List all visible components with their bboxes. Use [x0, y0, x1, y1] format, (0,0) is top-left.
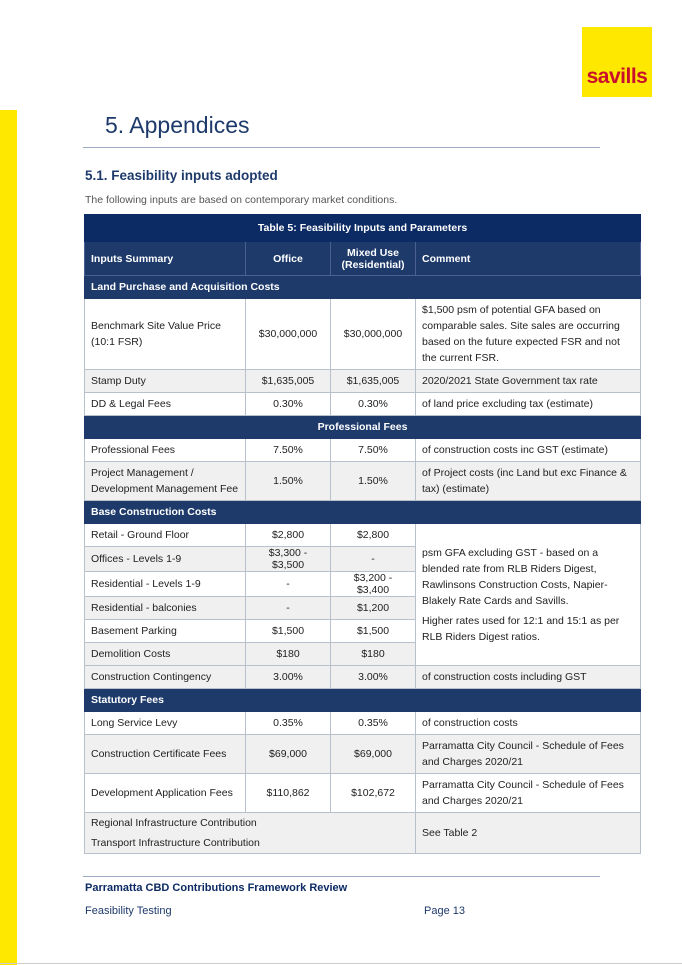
base-comment-1: psm GFA excluding GST - based on a blended rate from RLB Riders Digest, Rawlinsons Construction Costs, Napier-Blakely Rate Cards and Savills.: [422, 546, 608, 607]
row-comment: 2020/2021 State Government tax rate: [416, 370, 641, 393]
infra-labels: [85, 813, 416, 854]
intro-text: The following inputs are based on contemporary market conditions.: [85, 194, 398, 206]
table-row: [85, 735, 641, 774]
row-label: DD & Legal Fees: [85, 393, 246, 416]
table-row: [85, 462, 641, 501]
row-label: Development Application Fees: [85, 774, 246, 813]
row-comment: of land price excluding tax (estimate): [416, 393, 641, 416]
transport-infra-label: Transport Infrastructure Contribution: [91, 837, 260, 849]
col-header-mixed-use: Mixed Use (Residential): [331, 242, 416, 276]
row-mixed: $1,500: [331, 620, 416, 643]
row-label: Construction Certificate Fees: [85, 735, 246, 774]
row-label: Offices - Levels 1-9: [85, 547, 246, 572]
row-comment: Parramatta City Council - Schedule of Fees and Charges 2020/21: [416, 774, 641, 813]
row-mixed: 0.30%: [331, 393, 416, 416]
base-construction-comment: [416, 524, 641, 666]
row-label: Benchmark Site Value Price (10:1 FSR): [85, 299, 246, 370]
row-office: $69,000: [246, 735, 331, 774]
row-office: 3.00%: [246, 666, 331, 689]
row-label: Demolition Costs: [85, 643, 246, 666]
table-row: [85, 370, 641, 393]
row-mixed: $2,800: [331, 524, 416, 547]
section-row-base-construction: Base Construction Costs: [85, 501, 641, 524]
row-office: $180: [246, 643, 331, 666]
row-label: Construction Contingency: [85, 666, 246, 689]
table-row: [85, 712, 641, 735]
row-comment: of construction costs including GST: [416, 666, 641, 689]
row-comment: of Project costs (inc Land but exc Finance & tax) (estimate): [416, 462, 641, 501]
row-mixed: $102,672: [331, 774, 416, 813]
page-heading: 5. Appendices: [105, 112, 250, 138]
footer-title: Parramatta CBD Contributions Framework Review: [85, 882, 348, 894]
col-header-inputs: Inputs Summary: [85, 242, 246, 276]
row-mixed: $1,635,005: [331, 370, 416, 393]
row-label: Stamp Duty: [85, 370, 246, 393]
table-row: [85, 524, 641, 547]
row-office: $30,000,000: [246, 299, 331, 370]
row-office: 7.50%: [246, 439, 331, 462]
row-label: Professional Fees: [85, 439, 246, 462]
row-label: Basement Parking: [85, 620, 246, 643]
row-mixed: $3,200 - $3,400: [331, 572, 416, 597]
row-office: -: [246, 572, 331, 597]
row-comment: Parramatta City Council - Schedule of Fees and Charges 2020/21: [416, 735, 641, 774]
row-office: $2,800: [246, 524, 331, 547]
row-mixed: 3.00%: [331, 666, 416, 689]
row-office: $3,300 - $3,500: [246, 547, 331, 572]
section-row-statutory: Statutory Fees: [85, 689, 641, 712]
row-mixed: -: [331, 547, 416, 572]
page-number: Page 13: [424, 905, 465, 917]
table-row: [85, 299, 641, 370]
row-mixed: $180: [331, 643, 416, 666]
row-comment: $1,500 psm of potential GFA based on comparable sales. Site sales are occurring based on the future expected FSR and not the current FSR.: [416, 299, 641, 370]
infra-comment: See Table 2: [416, 813, 641, 854]
table-row: [85, 393, 641, 416]
row-label: Retail - Ground Floor: [85, 524, 246, 547]
footer-subtitle: Feasibility Testing: [85, 905, 172, 917]
row-office: $1,635,005: [246, 370, 331, 393]
row-mixed: 7.50%: [331, 439, 416, 462]
row-office: $1,500: [246, 620, 331, 643]
side-accent-bar: [0, 110, 17, 965]
row-mixed: $1,200: [331, 597, 416, 620]
row-mixed: 1.50%: [331, 462, 416, 501]
footer-divider: [83, 876, 600, 877]
page-bottom-edge: [0, 963, 682, 964]
logo-text: savills: [586, 65, 648, 88]
table-title: Table 5: Feasibility Inputs and Parameters: [85, 215, 641, 242]
row-office: 1.50%: [246, 462, 331, 501]
table-row: [85, 813, 641, 854]
section-row-professional: Professional Fees: [85, 416, 641, 439]
table-row: [85, 666, 641, 689]
regional-infra-label: Regional Infrastructure Contribution: [91, 817, 257, 829]
feasibility-table: [84, 214, 641, 854]
row-office: 0.35%: [246, 712, 331, 735]
row-office: $110,862: [246, 774, 331, 813]
row-label: Long Service Levy: [85, 712, 246, 735]
heading-divider: [83, 147, 600, 148]
base-comment-2: Higher rates used for 12:1 and 15:1 as per RLB Riders Digest ratios.: [422, 614, 620, 643]
row-comment: of construction costs: [416, 712, 641, 735]
section-row-land: Land Purchase and Acquisition Costs: [85, 276, 641, 299]
row-label: Project Management / Development Management Fee: [85, 462, 246, 501]
row-label: Residential - Levels 1-9: [85, 572, 246, 597]
row-comment: of construction costs inc GST (estimate): [416, 439, 641, 462]
table-row: [85, 774, 641, 813]
row-office: 0.30%: [246, 393, 331, 416]
savills-logo: [582, 27, 652, 97]
col-header-comment: Comment: [416, 242, 641, 276]
table-row: [85, 439, 641, 462]
row-mixed: 0.35%: [331, 712, 416, 735]
row-mixed: $69,000: [331, 735, 416, 774]
row-label: Residential - balconies: [85, 597, 246, 620]
section-heading: 5.1. Feasibility inputs adopted: [85, 168, 278, 183]
row-mixed: $30,000,000: [331, 299, 416, 370]
row-office: -: [246, 597, 331, 620]
col-header-office: Office: [246, 242, 331, 276]
